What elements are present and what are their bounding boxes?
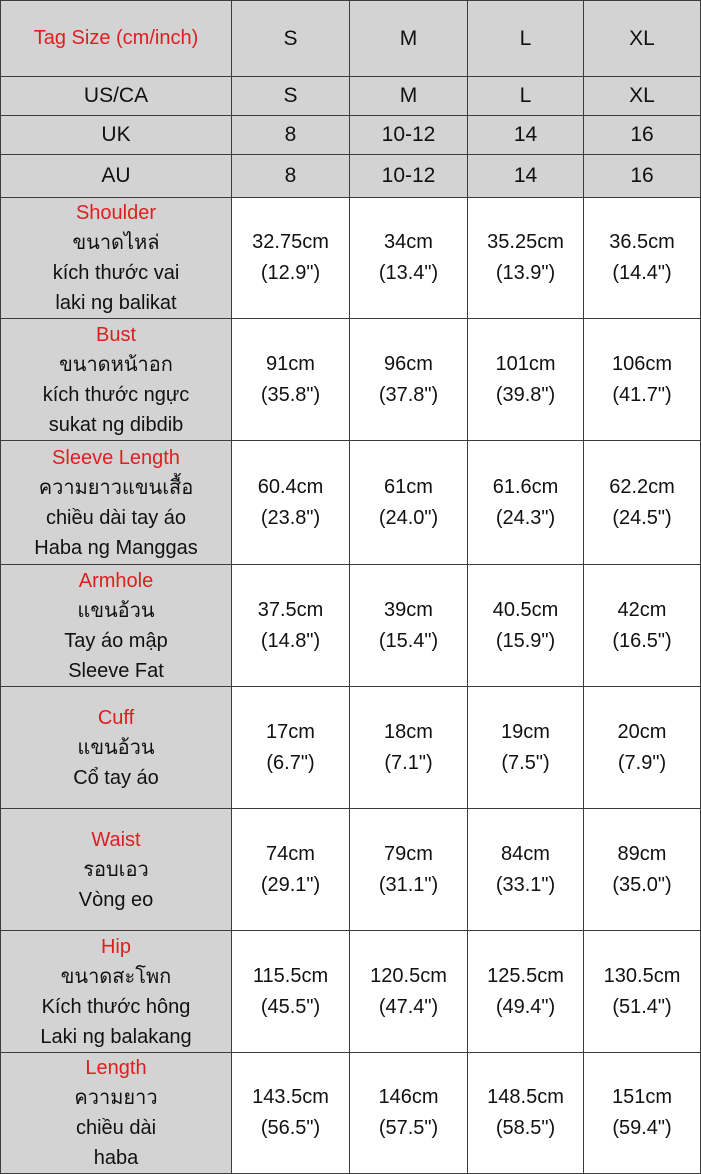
value-cm: 19cm [501,720,550,743]
measurement-value [350,198,468,319]
measurement-translation: sukat ng dibdib [48,413,184,436]
measurement-value [350,809,468,931]
value-inch: (35.0") [612,873,672,896]
value-cm: 115.5cm [252,964,329,987]
measurement-value [468,319,584,441]
value-cm: 148.5cm [487,1086,564,1108]
region-label: UK [1,116,232,155]
value-cm: 36.5cm [609,231,675,253]
measurement-translation: Haba ng Manggas [34,536,198,559]
measurement-value [350,931,468,1053]
measurement-value [232,931,350,1053]
measurement-value [232,1053,350,1174]
region-label: AU [1,155,232,198]
measurement-label [1,1053,232,1174]
value-cm: 40.5cm [492,598,559,621]
value-inch: (6.7") [266,751,315,774]
measurement-translation: ความยาว [74,1087,158,1109]
value-inch: (24.5") [612,506,672,529]
measurement-row [1,565,701,687]
measurement-translation: ความยาวแขนเสื้อ [38,476,194,499]
measurement-row [1,441,701,565]
measurement-translation: รอบเอว [83,858,149,881]
measurement-value [584,565,701,687]
measurement-translation: kích thước ngực [42,383,190,406]
value-inch: (7.5") [501,751,550,774]
measurement-label [1,319,232,441]
value-inch: (49.4") [495,995,556,1018]
measurement-value [468,687,584,809]
measurement-name: Sleeve Length [52,446,180,469]
region-value: 16 [584,155,701,198]
value-cm: 151cm [611,1086,673,1108]
measurement-name: Length [85,1057,147,1079]
value-inch: (47.4") [378,995,439,1018]
measurement-value [468,565,584,687]
value-cm: 143.5cm [252,1086,329,1108]
value-inch: (33.1") [495,873,556,896]
value-cm: 18cm [384,720,433,743]
value-inch: (15.4") [378,629,439,652]
region-value: 10-12 [350,116,468,155]
value-cm: 74cm [266,842,315,865]
region-row [1,77,701,116]
value-cm: 37.5cm [257,598,324,621]
value-inch: (16.5") [612,629,672,652]
size-header-cell: L [468,1,584,77]
size-header-cell: M [350,1,468,77]
measurement-translation: ขนาดไหล่ [72,232,160,254]
value-inch: (7.9") [617,751,667,774]
value-inch: (35.8") [260,383,321,406]
measurement-name: Hip [100,935,131,958]
measurement-name: Cuff [97,706,135,729]
value-cm: 20cm [617,720,667,743]
measurement-value [468,809,584,931]
value-cm: 96cm [384,352,433,375]
measurement-translation: haba [93,1147,139,1169]
value-cm: 61cm [384,475,433,498]
value-cm: 62.2cm [609,475,675,498]
tag-size-header: Tag Size (cm/inch) [1,1,232,77]
measurement-row [1,319,701,441]
value-inch: (45.5") [260,995,321,1018]
measurement-label [1,441,232,565]
value-inch: (15.9") [495,629,556,652]
measurement-value [584,931,701,1053]
value-inch: (24.0") [378,506,439,529]
measurement-value [232,809,350,931]
region-value: 16 [584,116,701,155]
measurement-value [350,441,468,565]
value-inch: (31.1") [378,873,439,896]
value-inch: (57.5") [378,1117,439,1139]
value-cm: 125.5cm [487,964,564,987]
value-cm: 101cm [495,352,556,375]
measurement-row [1,931,701,1053]
value-inch: (14.8") [260,629,321,652]
value-cm: 84cm [501,842,550,865]
value-inch: (7.1") [384,751,433,774]
measurement-value [584,809,701,931]
value-inch: (37.8") [378,383,439,406]
value-cm: 120.5cm [370,964,447,987]
measurement-translation: kích thước vai [52,262,180,284]
measurement-translation: laki ng balikat [55,292,177,314]
value-cm: 130.5cm [603,964,681,987]
value-cm: 17cm [266,720,315,743]
size-header-cell: S [232,1,350,77]
measurement-value [584,687,701,809]
measurement-translation: Vòng eo [78,888,154,911]
value-cm: 35.25cm [487,231,564,253]
measurement-value [468,931,584,1053]
measurement-translation: แขนอ้วน [77,736,155,759]
measurement-label [1,565,232,687]
region-label: US/CA [1,77,232,116]
measurement-translation: แขนอ้วน [77,599,155,622]
measurement-value [350,1053,468,1174]
measurement-translation: Cổ tay áo [73,766,159,789]
measurement-name: Armhole [78,569,154,592]
measurement-translation: Tay áo mập [64,629,168,652]
value-cm: 146cm [378,1086,439,1108]
region-row [1,116,701,155]
measurement-value [468,441,584,565]
measurement-translation: ขนาดสะโพก [60,965,172,988]
value-cm: 106cm [611,352,673,375]
value-cm: 32.75cm [252,231,329,253]
measurement-row [1,198,701,319]
measurement-value [232,319,350,441]
region-value: L [468,77,584,116]
measurement-label [1,198,232,319]
measurement-value [584,319,701,441]
value-cm: 61.6cm [492,475,559,498]
region-value: 8 [232,155,350,198]
measurement-name: Shoulder [75,202,157,224]
size-header-cell: XL [584,1,701,77]
measurement-value [584,198,701,319]
value-cm: 42cm [617,598,667,621]
value-inch: (59.4") [612,1117,672,1139]
measurement-label [1,687,232,809]
measurement-translation: ขนาดหน้าอก [59,353,173,376]
measurement-translation: Kích thước hông [41,995,191,1018]
measurement-row [1,1053,701,1174]
region-row [1,155,701,198]
region-value: XL [584,77,701,116]
measurement-row [1,687,701,809]
measurement-label [1,809,232,931]
value-inch: (13.9") [495,262,556,284]
measurement-value [232,565,350,687]
measurement-translation: chiều dài tay áo [45,506,187,529]
region-value: 14 [468,155,584,198]
value-inch: (56.5") [260,1117,321,1139]
measurement-name: Waist [91,828,141,851]
measurement-value [584,1053,701,1174]
value-inch: (13.4") [378,262,439,284]
measurement-value [350,319,468,441]
value-inch: (23.8") [260,506,321,529]
value-cm: 89cm [617,842,667,865]
value-cm: 91cm [266,352,315,375]
value-inch: (41.7") [612,383,672,406]
value-inch: (29.1") [260,873,321,896]
value-inch: (39.8") [495,383,556,406]
measurement-value [232,441,350,565]
region-value: M [350,77,468,116]
value-inch: (58.5") [495,1117,556,1139]
measurement-value [350,687,468,809]
value-inch: (14.4") [612,262,672,284]
value-inch: (12.9") [260,262,321,284]
region-value: S [232,77,350,116]
value-cm: 39cm [384,598,433,621]
value-inch: (24.3") [495,506,556,529]
value-cm: 34cm [384,231,433,253]
value-cm: 60.4cm [257,475,324,498]
region-value: 14 [468,116,584,155]
measurement-translation: Laki ng balakang [40,1025,192,1048]
measurement-value [232,687,350,809]
measurement-value [232,198,350,319]
measurement-value [468,198,584,319]
header-row [1,1,701,77]
region-value: 8 [232,116,350,155]
measurement-translation: chiều dài [75,1117,157,1139]
measurement-value [468,1053,584,1174]
measurement-row [1,809,701,931]
measurement-value [584,441,701,565]
value-inch: (51.4") [612,995,672,1018]
region-value: 10-12 [350,155,468,198]
measurement-value [350,565,468,687]
measurement-translation: Sleeve Fat [68,659,164,682]
measurement-label [1,931,232,1053]
measurement-name: Bust [95,323,137,346]
value-cm: 79cm [384,842,433,865]
